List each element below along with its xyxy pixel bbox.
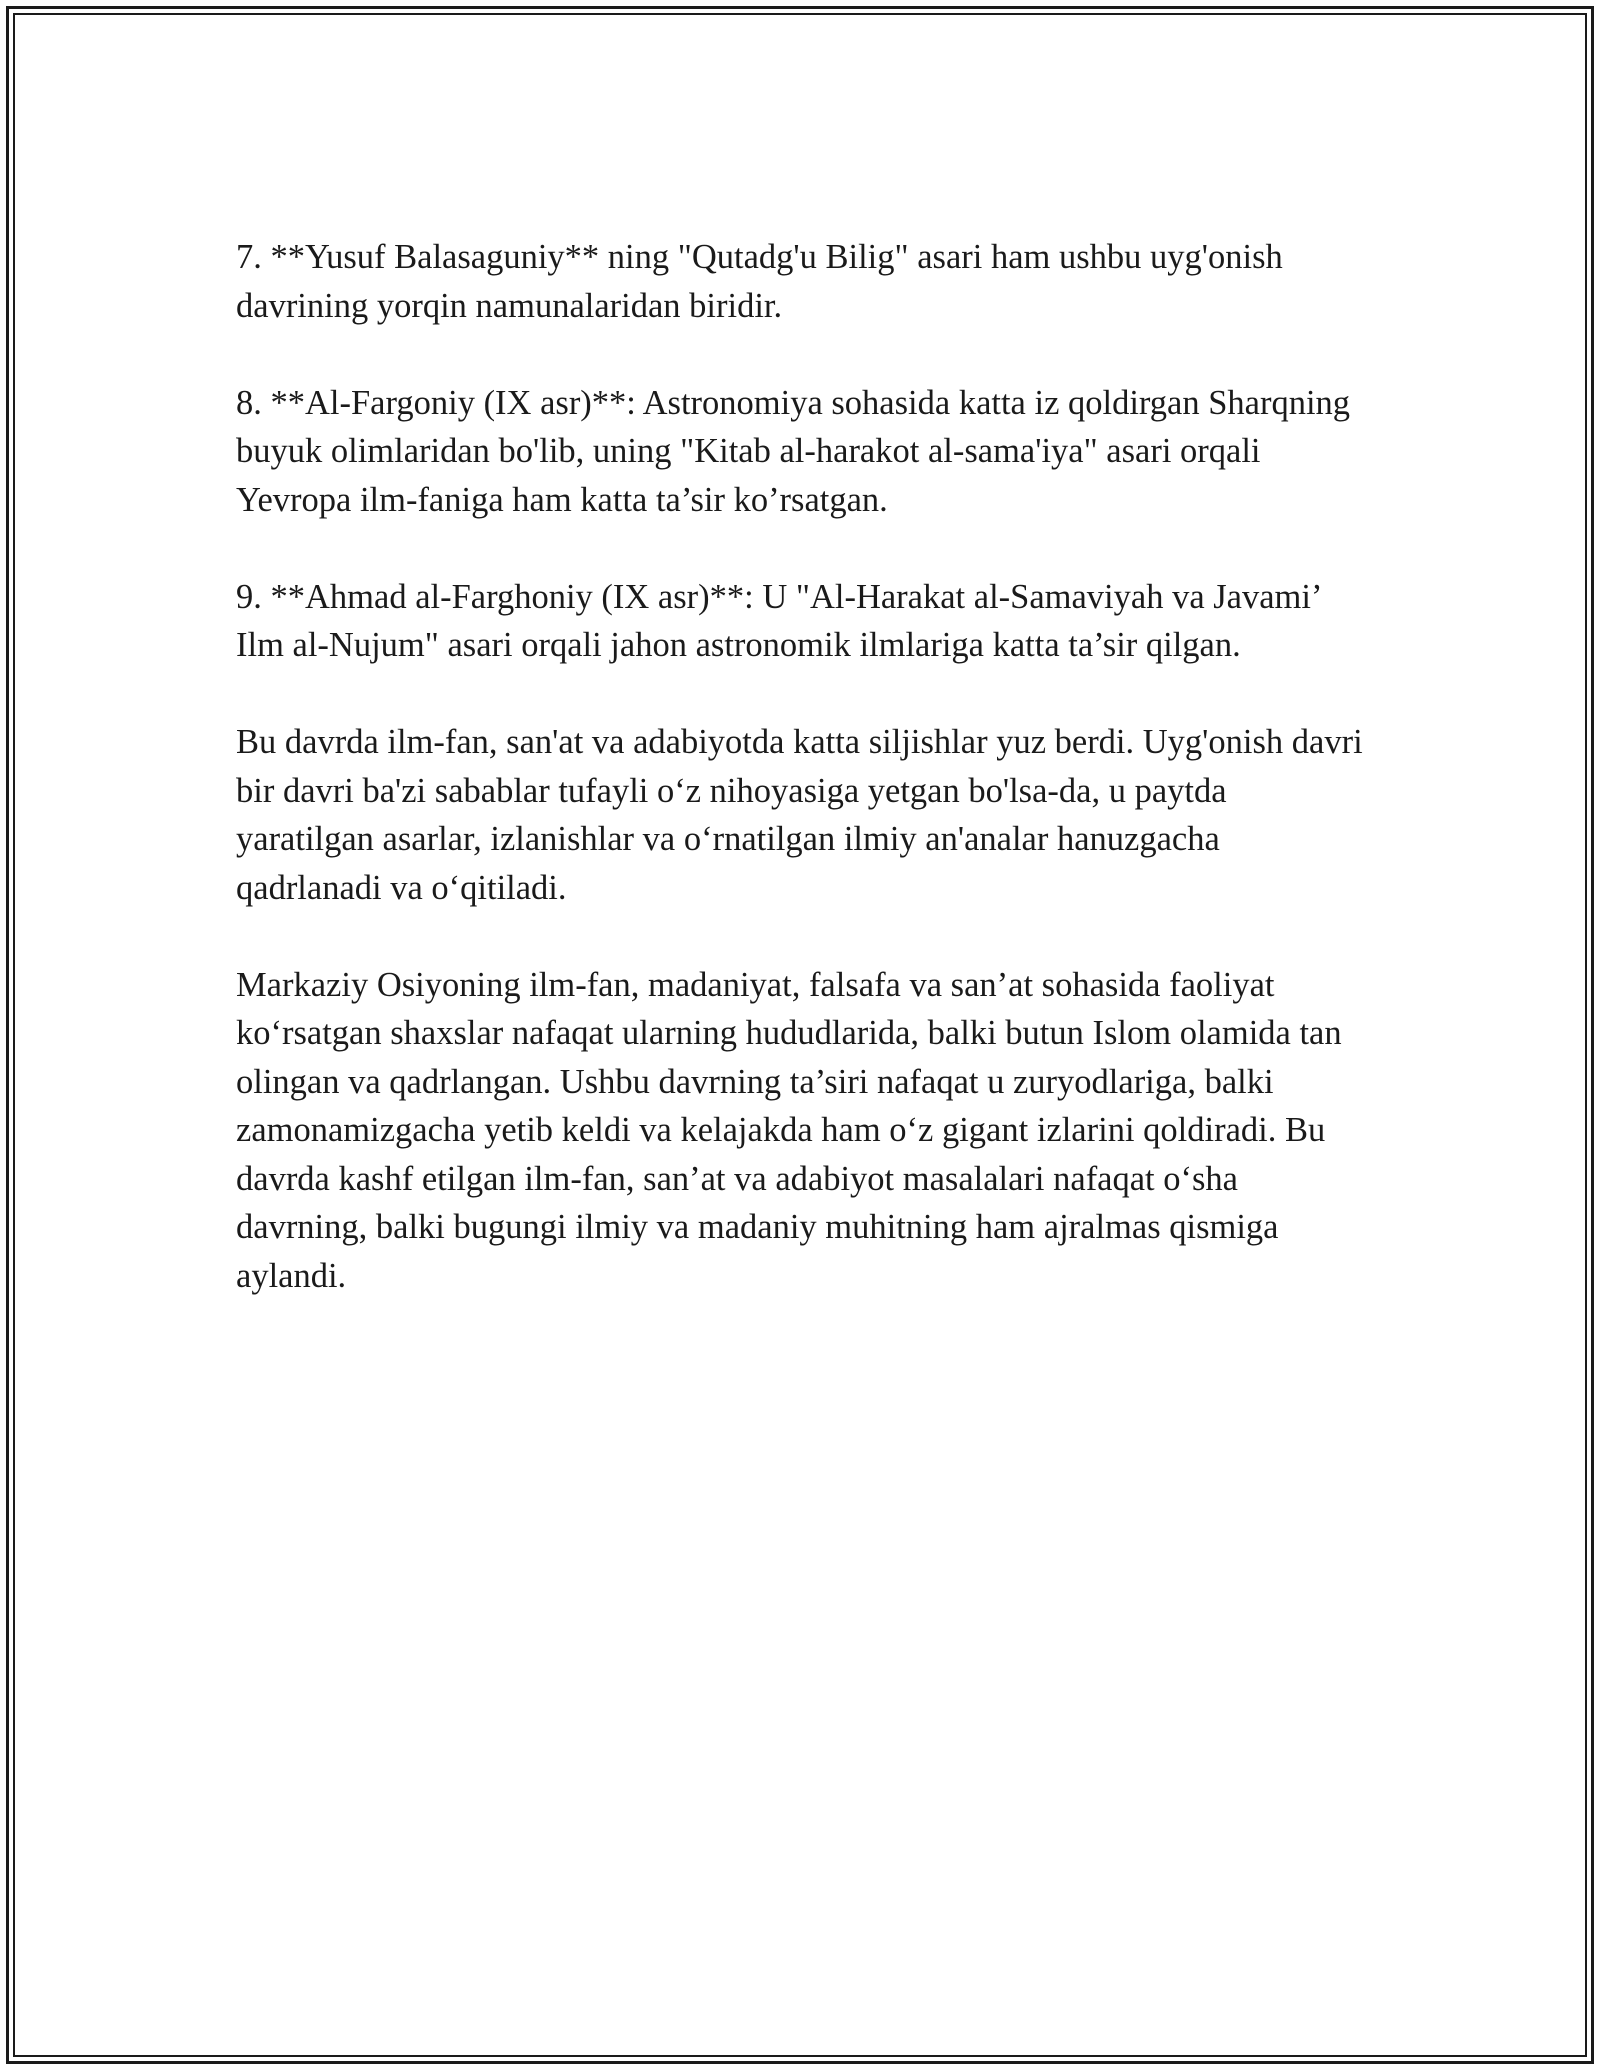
paragraph-item-9: 9. **Ahmad al-Farghoniy (IX asr)**: U "Al-Harakat al-Samaviyah va Javami’ Ilm al-Nujum" asari orqali jahon astronomik ilmlariga katta ta’sir qilgan. bbox=[236, 577, 1320, 664]
paragraph-item-8: 8. **Al-Fargoniy (IX asr)**: Astronomiya sohasida katta iz qoldirgan Sharqning buyuk olimlaridan bo'lib, uning "Kitab al-harakot al-sama'iya" asari orqali Yevropa ilm-faniga ham katta ta’sir ko’rsatgan. bbox=[236, 383, 1351, 519]
paragraph-item-7: 7. **Yusuf Balasaguniy** ning "Qutadg'u Bilig" asari ham ushbu uyg'onish davrining yorqin namunalaridan biridir. bbox=[236, 238, 1283, 325]
document-body bbox=[236, 233, 1366, 1349]
paragraph-central-asia-legacy: Markaziy Osiyoning ilm-fan, madaniyat, falsafa va san’at sohasida faoliyat ko‘rsatgan shaxslar nafaqat ularning hududlarida, balki butun Islom olamida tan olingan va qadrlangan. Ushbu davrning ta’siri nafaqat u zuryodlariga, balki zamonamizgacha yetib keldi va kelajakda ham o‘z gigant izlarini qoldiradi. Bu davrda kashf etilgan ilm-fan, san’at va adabiyot masalalari nafaqat o‘sha davrning, balki bugungi ilmiy va madaniy muhitning ham ajralmas qismiga aylandi. bbox=[236, 965, 1342, 1295]
paragraph-renaissance-summary: Bu davrda ilm-fan, san'at va adabiyotda katta siljishlar yuz berdi. Uyg'onish davri bir davri ba'zi sabablar tufayli o‘z nihoyasiga yetgan bo'lsa-da, u paytda yaratilgan asarlar, izlanishlar va o‘rnatilgan ilmiy an'analar hanuzgacha qadrlanadi va o‘qitiladi. bbox=[236, 723, 1363, 907]
